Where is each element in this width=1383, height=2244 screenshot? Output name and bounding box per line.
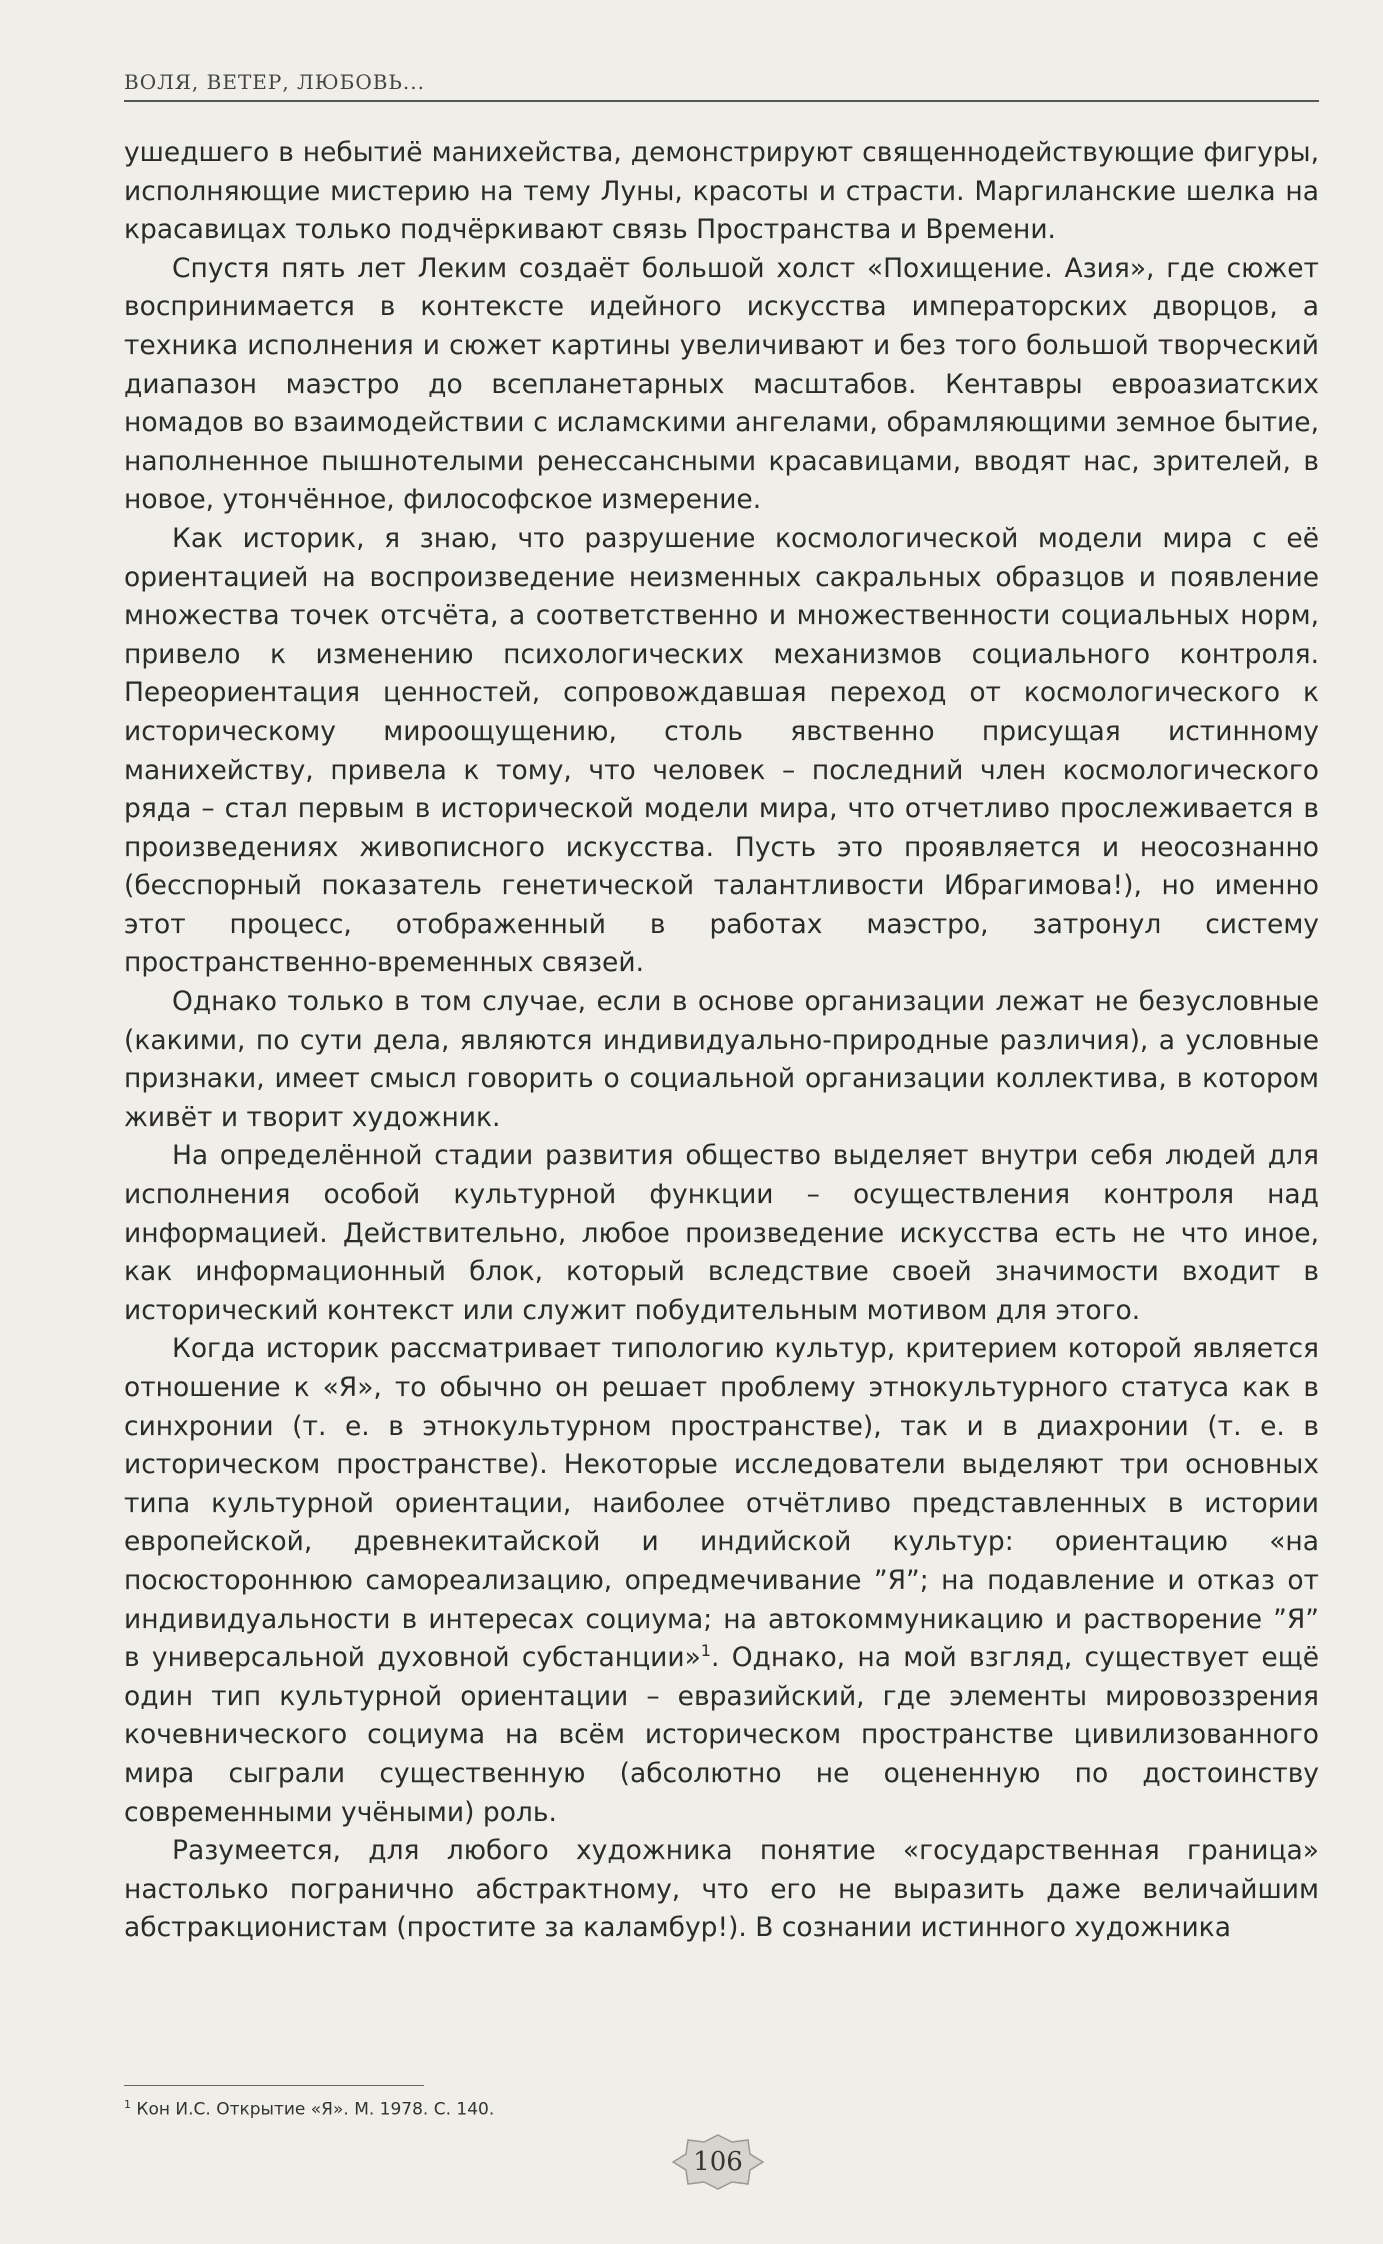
paragraph-6-tail: . Однако, на мой взгляд, существует ещё один тип культурной ориентации – евразийский, где элементы мировоззрения кочевнического социума на всём историческом пространстве цивилизованного мира сыграли существенную (абсолютно не оцененную по достоинству современными учёными) роль. — [124, 1642, 1319, 1828]
paragraph-5: На определённой стадии развития общество выделяет внутри себя людей для исполнения особой культурной функции – осуществления контроля над информацией. Действительно, любое произведение искусства есть не что иное, как информационный блок, который вследствие своей значимости входит в исторический контекст или служит побудительным мотивом для этого. — [124, 1140, 1319, 1326]
paragraph-6-text: Когда историк рассматривает типологию культур, критерием которой является отношение к «Я», то обычно он решает проблему этнокультурного статуса как в синхронии (т. е. в этнокультурном пространстве), так и в диахронии (т. е. в историческом пространстве). Некоторые исследователи выделяют три основных типа культурной ориентации, наиболее отчётливо представленных в истории европейской, древнекитайской и индийской культур: ориентацию «на посюстороннюю самореализацию, опредмечивание ”Я”; на подавление и отказ от индивидуальности в интересах социума; на автокоммуникацию и растворение ”Я” в универсальной духовной субстанции» — [124, 1333, 1319, 1674]
paragraph-3: Как историк, я знаю, что разрушение космологической модели мира с её ориентацией на воспроизведение неизменных сакральных образцов и появление множества точек отсчёта, а соответственно и множественности социальных норм, привело к изменению психологических механизмов социального контроля. Переориентация ценностей, сопровождавшая переход от космологического к историческому мироощущению, столь явственно присущая истинному манихейству, привела к тому, что человек – последний член космологического ряда – стал первым в исторической модели мира, что отчетливо прослеживается в произведениях живописного искусства. Пусть это проявляется и неосознанно (бесспорный показатель генетической талантливости Ибрагимова!), но именно этот процесс, отображенный в работах маэстро, затронул систему пространственно-временных связей. — [124, 522, 1319, 979]
footnote — [124, 2093, 1319, 2122]
footnote-divider — [124, 2085, 424, 2086]
body-text — [124, 134, 1319, 1948]
paragraph-6 — [124, 1330, 1319, 1832]
page-number-ornament — [670, 2132, 766, 2192]
paragraph-2: Спустя пять лет Леким создаёт большой холст «Похищение. Азия», где сюжет воспринимается в контексте идейного искусства императорских дворцов, а техника исполнения и сюжет картины увеличивают и без того большой творческий диапазон маэстро до всепланетарных масштабов. Кентавры евроазиатских номадов во взаимодействии с исламскими ангелами, обрамляющими земное бытие, наполненное пышнотелыми ренессансными красавицами, вводят нас, зрителей, в новое, утончённое, философское измерение. — [124, 252, 1319, 516]
footnote-reference[interactable]: 1 — [700, 1641, 711, 1661]
paragraph-4: Однако только в том случае, если в основе организации лежат не безусловные (какими, по сути дела, являются индивидуально-природные различия), а условные признаки, имеет смысл говорить о социальной организации коллектива, в котором живёт и творит художник. — [124, 986, 1319, 1133]
footnote-text: Кон И.С. Открытие «Я». М. 1978. С. 140. — [136, 2099, 495, 2120]
paragraph-7: Разумеется, для любого художника понятие «государственная граница» настолько погранично абстрактному, что его не выразить даже величайшим абстракционистам (простите за каламбур!). В сознании истинного художника — [124, 1835, 1319, 1944]
footnote-marker: 1 — [124, 2098, 131, 2111]
running-head-title: ВОЛЯ, ВЕТЕР, ЛЮБОВЬ... — [124, 70, 425, 94]
page-number: 106 — [693, 2147, 743, 2177]
paragraph-1: ушедшего в небытиё манихейства, демонстрируют священнодействующие фигуры, исполняющие мистерию на тему Луны, красоты и страсти. Маргиланские шелка на красавицах только подчёркивают связь Пространства и Времени. — [124, 137, 1319, 246]
running-head — [124, 70, 1319, 102]
